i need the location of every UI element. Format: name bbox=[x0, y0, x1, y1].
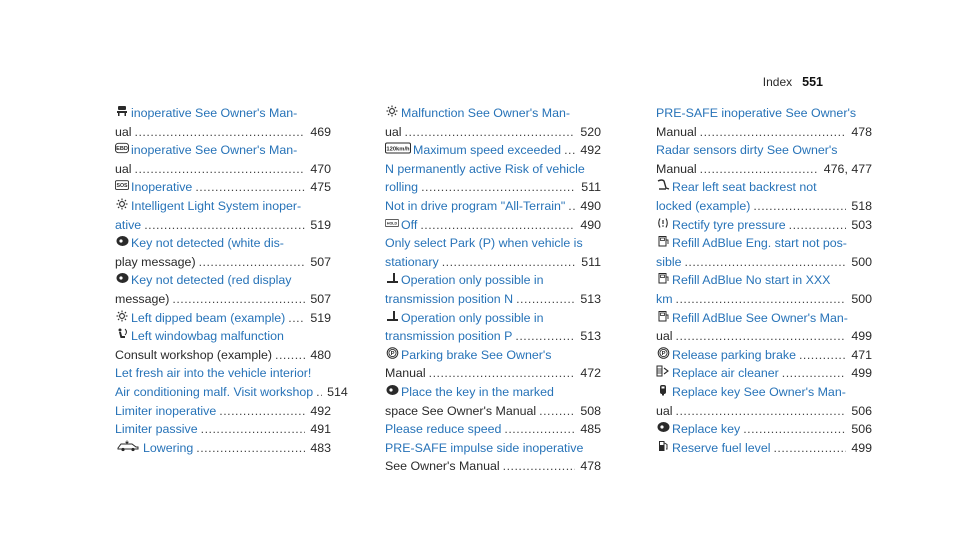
page-reference[interactable]: 513 bbox=[580, 329, 601, 344]
page-reference[interactable]: 471 bbox=[851, 347, 872, 362]
index-entry-line bbox=[115, 160, 331, 179]
sos-icon-label: SOS bbox=[116, 183, 128, 190]
index-entry bbox=[656, 439, 872, 458]
air-cleaner-icon bbox=[656, 365, 670, 377]
page-reference[interactable]: 514 bbox=[327, 384, 348, 399]
index-entry-line bbox=[656, 216, 872, 235]
index-entry-line bbox=[385, 290, 601, 309]
entry-text: message) bbox=[115, 291, 170, 306]
page-reference[interactable]: 476, 477 bbox=[823, 161, 872, 176]
entry-text: Replace air cleaner bbox=[672, 366, 779, 381]
entry-text: Rectify tyre pressure bbox=[672, 217, 786, 232]
page-reference[interactable]: 478 bbox=[851, 124, 872, 139]
index-entry bbox=[385, 346, 601, 383]
dot-leader bbox=[421, 178, 576, 197]
index-entry-line bbox=[115, 327, 331, 346]
index-entry bbox=[115, 141, 331, 178]
index-entry-line bbox=[115, 420, 331, 439]
dot-leader bbox=[288, 309, 305, 328]
entry-text: Not in drive program "All-Terrain" bbox=[385, 198, 566, 213]
dot-leader bbox=[753, 197, 846, 216]
entry-text: ual bbox=[385, 124, 402, 139]
index-entry-line bbox=[656, 160, 872, 179]
index-entry-line bbox=[385, 197, 601, 216]
page-reference[interactable]: 483 bbox=[310, 440, 331, 455]
dot-leader bbox=[799, 346, 846, 365]
seat-back-icon bbox=[656, 179, 670, 191]
index-entry-line bbox=[385, 402, 601, 421]
dot-leader bbox=[199, 253, 306, 272]
index-entry-line bbox=[385, 383, 601, 402]
index-entry-line bbox=[656, 104, 872, 123]
dot-leader bbox=[539, 402, 575, 421]
index-entry-line bbox=[385, 309, 601, 328]
index-entry bbox=[385, 420, 601, 439]
index-entry-line bbox=[115, 402, 331, 421]
index-entry bbox=[656, 178, 872, 215]
tyre-icon bbox=[656, 217, 670, 229]
entry-text: ual bbox=[656, 403, 673, 418]
entry-text: play message) bbox=[115, 254, 196, 269]
index-entry bbox=[656, 234, 872, 271]
entry-text: PRE-SAFE inoperative See Owner's bbox=[656, 106, 857, 120]
index-entry bbox=[115, 420, 331, 439]
dot-leader bbox=[275, 346, 305, 365]
index-entry-line bbox=[656, 197, 872, 216]
index-entry bbox=[115, 309, 331, 328]
page-reference[interactable]: 491 bbox=[310, 422, 331, 437]
entry-text: Manual bbox=[656, 161, 697, 176]
index-entry bbox=[115, 383, 348, 402]
key-icon bbox=[115, 235, 129, 247]
dot-leader bbox=[316, 383, 322, 402]
speed-icon bbox=[385, 142, 411, 154]
entry-text: inoperative See Owner's Man- bbox=[131, 106, 298, 120]
entry-text: Off bbox=[401, 217, 418, 232]
index-entry-line bbox=[385, 178, 601, 197]
dot-leader bbox=[503, 457, 576, 476]
dot-leader bbox=[684, 253, 846, 272]
dot-leader bbox=[504, 420, 575, 439]
page-reference[interactable]: 513 bbox=[580, 291, 601, 306]
page-header bbox=[763, 75, 823, 89]
dot-leader bbox=[676, 327, 847, 346]
dot-leader bbox=[405, 123, 576, 142]
index-entry-line bbox=[385, 439, 601, 458]
entry-text: Manual bbox=[385, 366, 426, 381]
entry-text: Key not detected (white dis- bbox=[131, 236, 284, 251]
entry-text: Air conditioning malf. Visit workshop bbox=[115, 384, 314, 399]
light-icon bbox=[115, 198, 129, 210]
page-reference[interactable]: 499 bbox=[851, 329, 872, 344]
index-entry-line bbox=[115, 290, 331, 309]
index-entry-line bbox=[115, 123, 331, 142]
entry-text: Maximum speed exceeded bbox=[413, 143, 562, 158]
entry-text: Lowering bbox=[143, 440, 194, 455]
index-entry bbox=[656, 104, 872, 141]
page-reference[interactable]: 499 bbox=[851, 440, 872, 455]
entry-text: stationary bbox=[385, 254, 439, 269]
index-entry bbox=[385, 271, 601, 308]
light-icon bbox=[385, 105, 399, 117]
index-entry-line bbox=[385, 160, 601, 179]
dot-leader bbox=[773, 439, 846, 458]
index-entry-line bbox=[115, 178, 331, 197]
entry-text: Replace key See Owner's Man- bbox=[672, 384, 846, 399]
entry-text: Rear left seat backrest not bbox=[672, 180, 817, 195]
index-entry bbox=[115, 271, 331, 308]
index-entry-line bbox=[656, 346, 872, 365]
dot-leader bbox=[743, 420, 846, 439]
index-entry-line bbox=[385, 104, 601, 123]
entry-text: Release parking brake bbox=[672, 347, 796, 362]
index-entry bbox=[656, 271, 872, 308]
page-reference[interactable]: 485 bbox=[580, 422, 601, 437]
index-entry-line bbox=[385, 234, 601, 253]
page-reference[interactable]: 490 bbox=[580, 198, 601, 213]
index-entry-line bbox=[115, 197, 331, 216]
page-reference[interactable]: 478 bbox=[580, 459, 601, 474]
seat-icon bbox=[115, 105, 129, 117]
key-battery-icon bbox=[656, 384, 670, 396]
hold-icon-label: HOLD bbox=[386, 221, 398, 226]
index-entry-line bbox=[385, 327, 601, 346]
index-entry-line bbox=[656, 141, 872, 160]
entry-text: Malfunction See Owner's Man- bbox=[401, 106, 571, 120]
entry-text: See Owner's Manual bbox=[385, 459, 500, 474]
fuel-icon bbox=[656, 440, 670, 452]
page-reference[interactable]: 507 bbox=[310, 291, 331, 306]
index-entry-line bbox=[656, 402, 872, 421]
key-icon bbox=[115, 272, 129, 284]
dot-leader bbox=[135, 123, 306, 142]
index-entry-line bbox=[385, 216, 601, 235]
entry-text: Intelligent Light System inoper- bbox=[131, 198, 302, 213]
dot-leader bbox=[195, 178, 305, 197]
page-reference[interactable]: 519 bbox=[310, 310, 331, 325]
entry-text: Inoperative bbox=[131, 180, 193, 195]
index-entry bbox=[656, 346, 872, 365]
index-entry-line bbox=[656, 271, 872, 290]
dot-leader bbox=[782, 364, 847, 383]
dot-leader bbox=[564, 141, 575, 160]
key-icon bbox=[656, 421, 670, 433]
dot-leader bbox=[429, 364, 576, 383]
entry-text: ual bbox=[115, 161, 132, 176]
entry-text: Limiter passive bbox=[115, 422, 198, 437]
adblue-icon bbox=[656, 235, 670, 247]
entry-text: Let fresh air into the vehicle interior! bbox=[115, 366, 312, 381]
index-entry bbox=[385, 383, 601, 420]
dot-leader bbox=[676, 402, 847, 421]
index-entry-line bbox=[656, 383, 872, 402]
index-entry-line bbox=[385, 364, 601, 383]
index-entry bbox=[656, 309, 872, 346]
hold-icon bbox=[385, 217, 399, 229]
index-entry bbox=[385, 104, 601, 141]
speed-icon-label: 120km/h bbox=[386, 146, 410, 153]
page-reference[interactable]: 503 bbox=[851, 217, 872, 232]
entry-text: Place the key in the marked bbox=[401, 384, 554, 399]
index-entry bbox=[656, 420, 872, 439]
index-entry bbox=[115, 178, 331, 197]
index-entry bbox=[385, 309, 601, 346]
index-entry-line bbox=[385, 253, 601, 272]
index-column-3 bbox=[656, 104, 872, 457]
adblue-icon bbox=[656, 310, 670, 322]
page-reference[interactable]: 500 bbox=[851, 254, 872, 269]
dot-leader bbox=[144, 216, 305, 235]
page-reference[interactable]: 507 bbox=[310, 254, 331, 269]
index-entry-line bbox=[656, 178, 872, 197]
entry-text: transmission position N bbox=[385, 291, 514, 306]
page-reference[interactable]: 469 bbox=[310, 124, 331, 139]
index-entry-line bbox=[656, 420, 872, 439]
entry-text: transmission position P bbox=[385, 329, 513, 344]
index-column-1 bbox=[115, 104, 348, 457]
page-reference[interactable]: 506 bbox=[851, 403, 872, 418]
page-reference[interactable]: 499 bbox=[851, 366, 872, 381]
entry-text: ual bbox=[115, 124, 132, 139]
index-entry-line bbox=[385, 123, 601, 142]
index-entry bbox=[385, 439, 601, 476]
entry-text: rolling bbox=[385, 180, 419, 195]
index-entry-line bbox=[385, 346, 601, 365]
index-entry-line bbox=[115, 253, 331, 272]
page-reference[interactable]: 500 bbox=[851, 291, 872, 306]
entry-text: Refill AdBlue No start in XXX bbox=[672, 273, 831, 288]
entry-text: Operation only possible in bbox=[401, 273, 544, 288]
dot-leader bbox=[676, 290, 847, 309]
index-entry bbox=[656, 364, 872, 383]
index-entry-line bbox=[656, 439, 872, 458]
dot-leader bbox=[420, 216, 575, 235]
entry-text: Reserve fuel level bbox=[672, 440, 771, 455]
dot-leader bbox=[515, 327, 575, 346]
page-reference[interactable]: 520 bbox=[580, 124, 601, 139]
dot-leader bbox=[201, 420, 306, 439]
page-reference[interactable]: 511 bbox=[581, 254, 601, 269]
index-entry bbox=[385, 197, 601, 216]
dot-leader bbox=[568, 197, 575, 216]
page-reference[interactable]: 508 bbox=[580, 403, 601, 418]
index-entry bbox=[385, 234, 601, 271]
entry-text: sible bbox=[656, 254, 682, 269]
page-reference[interactable]: 518 bbox=[851, 198, 872, 213]
entry-text: Left windowbag malfunction bbox=[131, 329, 284, 344]
sos-icon bbox=[115, 179, 129, 191]
index-entry-line bbox=[656, 290, 872, 309]
index-entry-line bbox=[115, 364, 331, 383]
dot-leader bbox=[196, 439, 305, 458]
index-entry-line bbox=[115, 383, 348, 402]
page-reference[interactable]: 472 bbox=[580, 366, 601, 381]
page-reference[interactable]: 492 bbox=[310, 403, 331, 418]
dot-leader bbox=[516, 290, 575, 309]
index-entry-line bbox=[115, 216, 331, 235]
index-entry bbox=[115, 402, 331, 421]
page-reference[interactable]: 490 bbox=[580, 217, 601, 232]
entry-text: Only select Park (P) when vehicle is bbox=[385, 236, 583, 251]
index-entry bbox=[656, 383, 872, 420]
entry-text: ative bbox=[115, 217, 142, 232]
index-entry-line bbox=[115, 346, 331, 365]
entry-text: Refill AdBlue Eng. start not pos- bbox=[672, 236, 847, 251]
dot-leader bbox=[172, 290, 305, 309]
entry-text: Key not detected (red display bbox=[131, 273, 292, 288]
entry-text: Radar sensors dirty See Owner's bbox=[656, 143, 838, 158]
airbag-icon bbox=[115, 328, 129, 340]
parking-brake-icon bbox=[656, 347, 670, 359]
parking-brake-icon bbox=[385, 347, 399, 359]
ebd-icon bbox=[115, 142, 129, 154]
dot-leader bbox=[700, 160, 819, 179]
index-entry-line bbox=[656, 253, 872, 272]
index-entry bbox=[115, 197, 331, 234]
page-reference[interactable]: 480 bbox=[310, 347, 331, 362]
entry-text: space See Owner's Manual bbox=[385, 403, 537, 418]
page-reference[interactable]: 506 bbox=[851, 422, 872, 437]
index-entry-line bbox=[656, 327, 872, 346]
index-entry-line bbox=[656, 309, 872, 328]
index-entry-line bbox=[115, 234, 331, 253]
entry-text: Consult workshop (example) bbox=[115, 347, 273, 362]
transmission-icon bbox=[385, 272, 399, 284]
index-entry-line bbox=[115, 141, 331, 160]
section-title: Index bbox=[762, 75, 793, 89]
index-entry-line bbox=[385, 141, 601, 160]
page-reference[interactable]: 511 bbox=[581, 180, 601, 195]
index-entry-line bbox=[385, 420, 601, 439]
page-reference[interactable]: 470 bbox=[310, 161, 331, 176]
index-entry bbox=[115, 234, 331, 271]
index-entry-line bbox=[115, 104, 331, 123]
page-reference[interactable]: 492 bbox=[580, 143, 601, 158]
index-entry bbox=[385, 141, 601, 160]
dot-leader bbox=[789, 216, 847, 235]
entry-text: Replace key bbox=[672, 422, 741, 437]
entry-text: locked (example) bbox=[656, 198, 751, 213]
entry-text: Limiter inoperative bbox=[115, 403, 217, 418]
ebd-icon-label: EBD bbox=[116, 146, 128, 153]
page-reference[interactable]: 475 bbox=[310, 180, 331, 195]
transmission-icon bbox=[385, 310, 399, 322]
entry-text: N permanently active Risk of vehicle bbox=[385, 161, 585, 176]
index-entry bbox=[385, 160, 601, 197]
index-column-2 bbox=[385, 104, 601, 476]
entry-text: Operation only possible in bbox=[401, 310, 544, 325]
index-entry-line bbox=[115, 309, 331, 328]
index-entry bbox=[385, 216, 601, 235]
index-entry bbox=[656, 141, 872, 178]
index-entry-line bbox=[656, 364, 872, 383]
page-number: 551 bbox=[802, 75, 823, 89]
key-icon bbox=[385, 384, 399, 396]
index-entry bbox=[115, 327, 331, 364]
index-entry-line bbox=[115, 271, 331, 290]
entry-text: Manual bbox=[656, 124, 697, 139]
entry-text: Parking brake See Owner's bbox=[401, 347, 552, 362]
entry-text: inoperative See Owner's Man- bbox=[131, 143, 298, 158]
index-entry-line bbox=[385, 271, 601, 290]
entry-text: Refill AdBlue See Owner's Man- bbox=[672, 310, 848, 325]
index-entry-line bbox=[656, 234, 872, 253]
parking-brake-icon-label: P bbox=[661, 350, 665, 357]
index-entry bbox=[115, 364, 331, 383]
dot-leader bbox=[219, 402, 305, 421]
dot-leader bbox=[442, 253, 577, 272]
index-entry-line bbox=[656, 123, 872, 142]
parking-brake-icon-label: P bbox=[390, 350, 394, 357]
lowering-icon bbox=[115, 440, 141, 452]
entry-text: Left dipped beam (example) bbox=[131, 310, 286, 325]
adblue-icon bbox=[656, 272, 670, 284]
index-entry bbox=[656, 216, 872, 235]
dot-leader bbox=[135, 160, 306, 179]
entry-text: ual bbox=[656, 329, 673, 344]
entry-text: Please reduce speed bbox=[385, 422, 502, 437]
page-reference[interactable]: 519 bbox=[310, 217, 331, 232]
index-entry-line bbox=[115, 439, 331, 458]
dot-leader bbox=[700, 123, 847, 142]
entry-text: km bbox=[656, 291, 673, 306]
index-entry bbox=[115, 104, 331, 141]
light-icon bbox=[115, 310, 129, 322]
index-entry-line bbox=[385, 457, 601, 476]
index-entry bbox=[115, 439, 331, 458]
entry-text: PRE-SAFE impulse side inoperative bbox=[385, 440, 584, 455]
